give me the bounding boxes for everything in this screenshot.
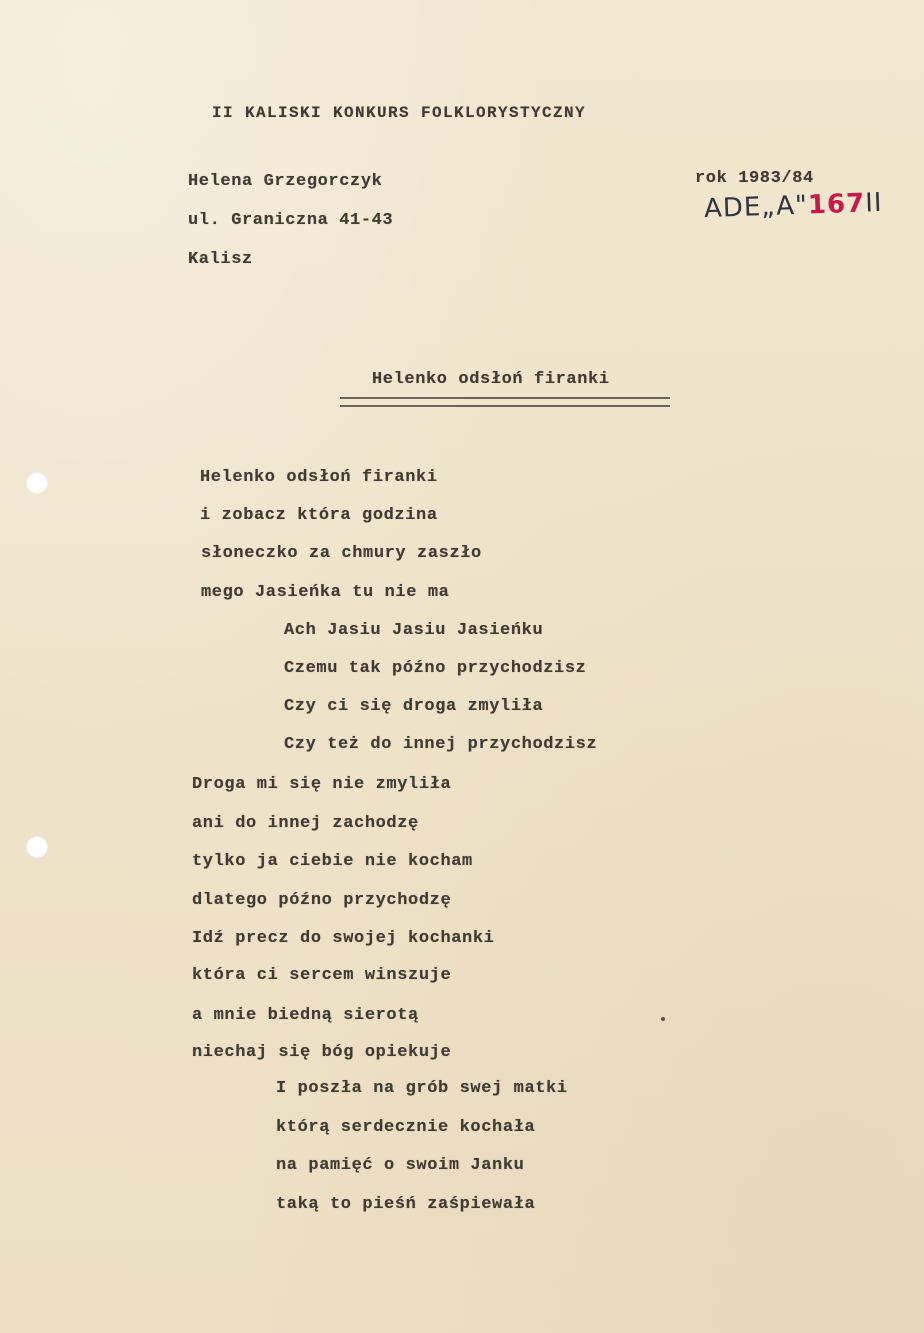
- lyric-line: niechaj się bóg opiekuje: [192, 1043, 452, 1062]
- lyric-line: ani do innej zachodzę: [192, 814, 419, 833]
- punch-hole-bottom: [26, 836, 48, 858]
- lyric-line: a mnie biedną sierotą: [192, 1006, 419, 1025]
- lyric-line: słoneczko za chmury zaszło: [201, 544, 482, 563]
- lyric-line: Czemu tak późno przychodzisz: [284, 659, 587, 678]
- lyric-line: Czy też do innej przychodzisz: [284, 735, 598, 754]
- lyric-line: I poszła na grób swej matki: [276, 1079, 568, 1098]
- author-street: ul. Graniczna 41-43: [188, 211, 394, 230]
- title-underline: [340, 397, 670, 407]
- lyric-line: Ach Jasiu Jasiu Jasieńku: [284, 621, 544, 640]
- lyric-line: którą serdecznie kochała: [276, 1118, 536, 1137]
- contest-title: II KALISKI KONKURS FOLKLORYSTYCZNY: [212, 104, 587, 122]
- archive-signature: [704, 188, 884, 224]
- lyric-line: na pamięć o swoim Janku: [276, 1156, 525, 1175]
- archive-number: 167: [807, 188, 866, 221]
- lyric-line: taką to pieśń zaśpiewała: [276, 1195, 536, 1214]
- lyric-line: tylko ja ciebie nie kocham: [192, 852, 473, 871]
- lyric-line: która ci sercem winszuje: [192, 966, 452, 985]
- lyric-line: Idź precz do swojej kochanki: [192, 929, 495, 948]
- lyric-line: i zobacz która godzina: [200, 506, 438, 525]
- lyric-line: Droga mi się nie zmyliła: [192, 775, 452, 794]
- song-title: Helenko odsłoń firanki: [372, 370, 610, 389]
- lyric-line: dlatego późno przychodzę: [192, 891, 452, 910]
- year-label: rok 1983/84: [695, 169, 814, 188]
- paper-speck: [661, 1017, 665, 1021]
- punch-hole-top: [26, 472, 48, 494]
- lyric-line: Czy ci się droga zmyliła: [284, 697, 544, 716]
- author-city: Kalisz: [188, 250, 253, 269]
- archive-prefix: ADE„A": [703, 190, 809, 225]
- archive-suffix: II: [864, 187, 884, 219]
- lyric-line: mego Jasieńka tu nie ma: [201, 583, 450, 602]
- author-name: Helena Grzegorczyk: [188, 172, 383, 191]
- lyric-line: Helenko odsłoń firanki: [200, 468, 438, 487]
